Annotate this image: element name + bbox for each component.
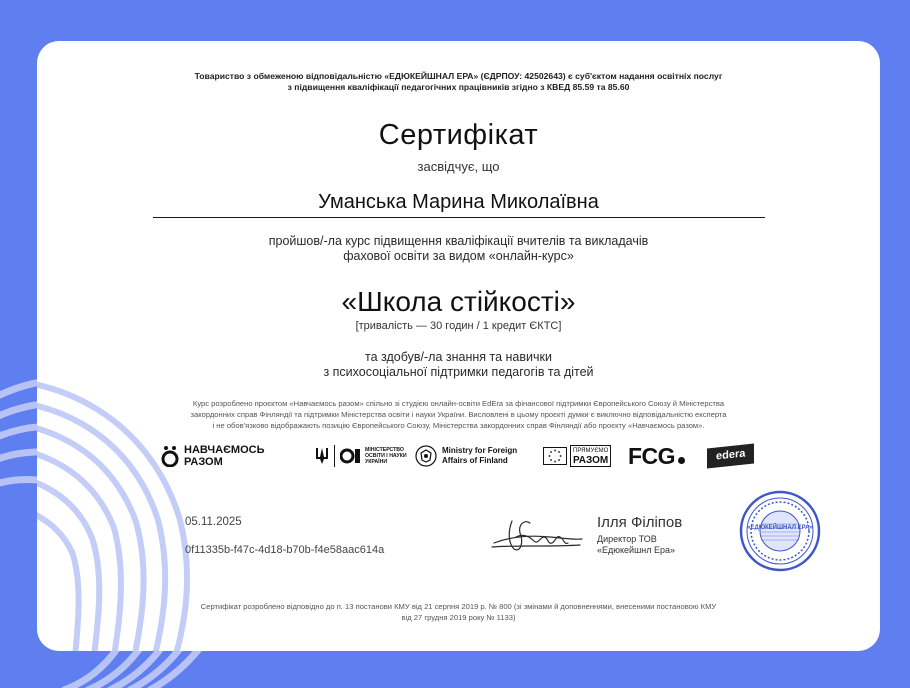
signer-name: Ілля Філіпов	[597, 514, 683, 531]
course-title: «Школа стійкості»	[341, 286, 576, 317]
signer-role	[597, 534, 675, 556]
logo-edera	[707, 439, 754, 473]
logo-mon-line-1: МІНІСТЕРСТВО	[365, 447, 404, 453]
issuer-line-1: Товариство з обмеженою відповідальністю «ЕДЮКЕЙШНАЛ ЕРА» (ЄДРПОУ: 42502643) є суб'єктом надання освітніх послуг	[194, 71, 723, 81]
course-completion-text	[37, 234, 880, 264]
stamp-inner-text: «ЕДЮКЕЙШНАЛ ЕРА»	[747, 525, 813, 531]
logo-eu-line-1: ПРЯМУЄМО	[573, 448, 609, 454]
logo-together-line-2: РАЗОМ	[184, 456, 223, 468]
logo-navchaemos-razom	[161, 439, 264, 473]
disclaimer-line-2: закордонних справ Фінляндії та підтримки Міністерства освіти і науки України. Висловлені в цьому проєкті думки є виключно відповідальністю експерта	[190, 410, 727, 419]
issue-date: 05.11.2025	[185, 516, 242, 528]
footer-line-1: Сертифікат розроблено відповідно до п. 13 постанови КМУ від 21 серпня 2019 р. № 800 (зі змінами й доповненнями, внесеними постановою КМУ	[200, 602, 717, 611]
logo-eu-together	[543, 439, 611, 473]
legal-footer	[37, 601, 880, 623]
certifies-text: засвідчує, що	[417, 159, 500, 174]
smile-icon	[161, 445, 179, 467]
name-underline	[153, 217, 765, 218]
company-stamp	[739, 490, 821, 572]
footer-line-2: від 27 грудня 2019 року № 1133)	[401, 613, 516, 622]
logo-finland-line-2: Affairs of Finland	[442, 456, 508, 465]
logo-fcg-text: FCG	[628, 442, 676, 469]
passed-line-2: фахової освіти за видом «онлайн-курс»	[343, 249, 574, 263]
disclaimer-line-3: і не обов'язково відображають позицію Європейського Союзу, Міністерства закордонних справ Фінляндії або проєкту «Навчаємось разом».	[212, 421, 705, 430]
logo-edera-text: edera	[707, 444, 754, 469]
skills-acquired-text	[37, 350, 880, 380]
fcg-dot-icon	[678, 457, 685, 464]
logo-ministry-education	[315, 439, 407, 473]
acquired-line-2: з психосоціальної підтримки педагогів та дітей	[323, 365, 594, 379]
mon-mark-icon	[340, 446, 362, 466]
trident-icon	[315, 446, 329, 466]
disclaimer-line-1: Курс розроблено проєктом «Навчаємось разом» спільно зі студією онлайн-освіти EdEra за фінансової підтримки Європейського Союзу й Міністерства	[192, 399, 725, 408]
finland-emblem-icon	[415, 445, 437, 467]
logo-mon-line-3: УКРАЇНИ	[365, 459, 388, 465]
course-duration: [тривалість — 30 годин / 1 кредит ЄКТС]	[355, 320, 562, 332]
issuer-statement	[37, 71, 880, 93]
logo-finland-line-1: Ministry for Foreign	[442, 446, 518, 455]
logo-together-line-1: НАВЧАЄМОСЬ	[184, 444, 265, 456]
certificate-id: 0f11335b-f47c-4d18-b70b-f4e58aac614a	[185, 544, 385, 556]
logo-fcg	[628, 439, 685, 473]
signer-role-line-1: Директор ТОВ	[597, 534, 657, 544]
certificate-title: Сертифікат	[378, 119, 539, 151]
funding-disclaimer	[127, 398, 790, 431]
signature-image	[490, 507, 585, 557]
logo-finland-ministry	[415, 439, 517, 473]
eu-flag-icon	[543, 447, 567, 465]
logo-mon-line-2: ОСВІТИ І НАУКИ	[365, 453, 407, 459]
passed-line-1: пройшов/-ла курс підвищення кваліфікації вчителів та викладачів	[268, 234, 649, 248]
signer-role-line-2: «Едюкейшнл Ера»	[597, 545, 676, 555]
issuer-line-2: з підвищення кваліфікації педагогічних працівників згідно з КВЕД 85.59 та 85.60	[287, 82, 630, 92]
certificate-card	[37, 41, 880, 651]
acquired-line-1: та здобув/-ла знання та навички	[365, 350, 552, 364]
partner-logos	[161, 439, 761, 473]
recipient-name: Уманська Марина Миколаївна	[318, 191, 599, 213]
logo-eu-line-2: РАЗОМ	[573, 455, 609, 466]
